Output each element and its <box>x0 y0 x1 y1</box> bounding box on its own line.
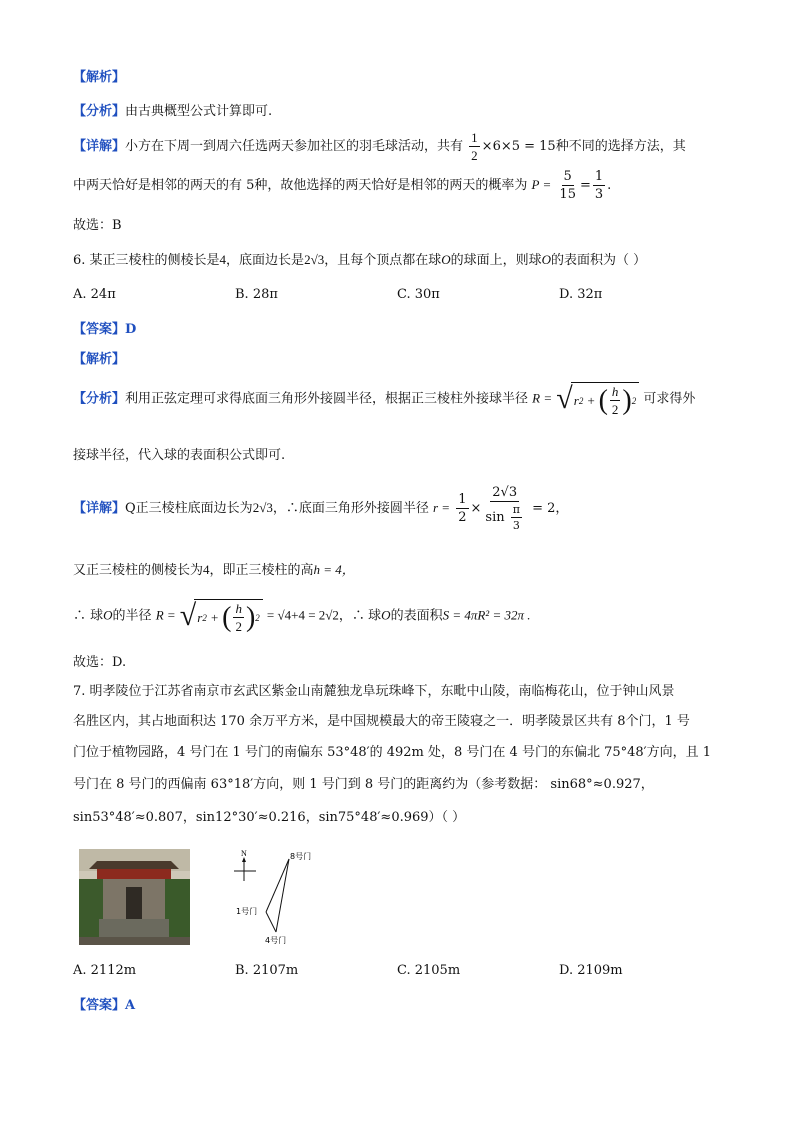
q6-choice-b: B. 28π <box>235 287 278 302</box>
q6-jiexi: 【解析】 <box>73 352 126 367</box>
q6-answer: 【答案】D <box>73 322 137 337</box>
q5-xiangjie-line2: 中两天恰好是相邻的两天的有 5种，故他选择的两天恰好是相邻的两天的概率为 P = $\frac{5}{15}$ = $\frac{1}{3}$ . <box>73 169 612 202</box>
q6-choice-a: A. 24π <box>73 287 116 302</box>
q7-stem-line4: 号门在 8 号门的西偏南 63°18′方向，则 1 号门到 8 号门的距离约为（参考数据： sin68°≈0.927， <box>73 777 654 792</box>
q5-guxuan: 故选：B <box>73 218 122 233</box>
q6-choices <box>73 287 723 302</box>
gate-diagram <box>228 847 328 947</box>
q7-stem-line3: 门位于植物园路，4 号门在 1 号门的南偏东 53°48′的 492m 处，8 号门在 4 号门的东偏北 75°48′方向，且 1 <box>73 745 712 760</box>
q6-choice-d: D. 32π <box>559 287 603 302</box>
q7-stem-line5: sin53°48′≈0.807，sin12°30′≈0.216，sin75°48′≈0.969）（ ） <box>73 810 466 825</box>
q6-xiangjie-line1: 【详解】Q正三棱柱底面边长为2√3，∴底面三角形外接圆半径 r = $\frac{1}{2}$ × 2√3 sin $\frac{\pi}{3}$ = 2， <box>73 485 569 532</box>
q6-xiangjie-line2: 又正三棱柱的侧棱长为4，即正三棱柱的高h = 4， <box>73 562 355 578</box>
q5-jiexi: 【解析】 <box>73 70 126 85</box>
q5-xiangjie-line1: 【详解】小方在下周一到周六任选两天参加社区的羽毛球活动，共有 $\frac{1}{2}$ ×6×5 = 15种不同的选择方法，其 <box>73 130 686 163</box>
q6-stem: 6. 某正三棱柱的侧棱长是4，底面边长是2√3，且每个顶点都在球O的球面上，则球O的表面积为（ ） <box>73 252 647 268</box>
q6-guxuan: 故选：D. <box>73 655 127 670</box>
q7-choice-d: D. 2109m <box>559 963 623 978</box>
gate1-label: 1号门 <box>236 907 258 916</box>
q5-fenxi: 【分析】由古典概型公式计算即可. <box>73 104 273 119</box>
half-fraction: $\frac{1}{2}$ <box>471 130 478 163</box>
q6-xiangjie-line3: ∴ 球O的半径 R = √ r 2 + ( $\frac{h}{2}$ ) 2 = √4+4 = 2√2，∴ 球O的表面积S = 4πR² = 32π . <box>73 599 531 634</box>
mausoleum-photo <box>79 849 190 945</box>
q7-choice-c: C. 2105m <box>397 963 461 978</box>
q7-answer: 【答案】A <box>73 998 136 1013</box>
five-fifteenths: $\frac{5}{15}$ <box>559 169 576 202</box>
q6-choice-c: C. 30π <box>397 287 440 302</box>
q7-choices <box>73 963 723 978</box>
q6-fenxi-line2: 接球半径，代入球的表面积公式即可. <box>73 448 286 463</box>
q6-fenxi-line1: 【分析】利用正弦定理可求得底面三角形外接圆半径，根据正三棱柱外接球半径 R = √ r 2 + ( $\frac{h}{2}$ ) 2 可求得外 <box>73 382 696 417</box>
north-label: N <box>241 849 247 858</box>
one-third: $\frac{1}{3}$ <box>594 169 604 202</box>
gate4-label: 4号门 <box>265 936 287 945</box>
q7-stem-line1: 7. 明孝陵位于江苏省南京市玄武区紫金山南麓独龙阜玩珠峰下，东毗中山陵，南临梅花山，位于钟山风景 <box>73 684 675 699</box>
q7-stem-line2: 名胜区内，其占地面积达 170 余万平方米，是中国规模最大的帝王陵寝之一．明孝陵景区共有 8个门，1 号 <box>73 714 690 729</box>
q7-choice-b: B. 2107m <box>235 963 299 978</box>
gate8-label: 8号门 <box>290 852 312 861</box>
q7-choice-a: A. 2112m <box>73 963 137 978</box>
